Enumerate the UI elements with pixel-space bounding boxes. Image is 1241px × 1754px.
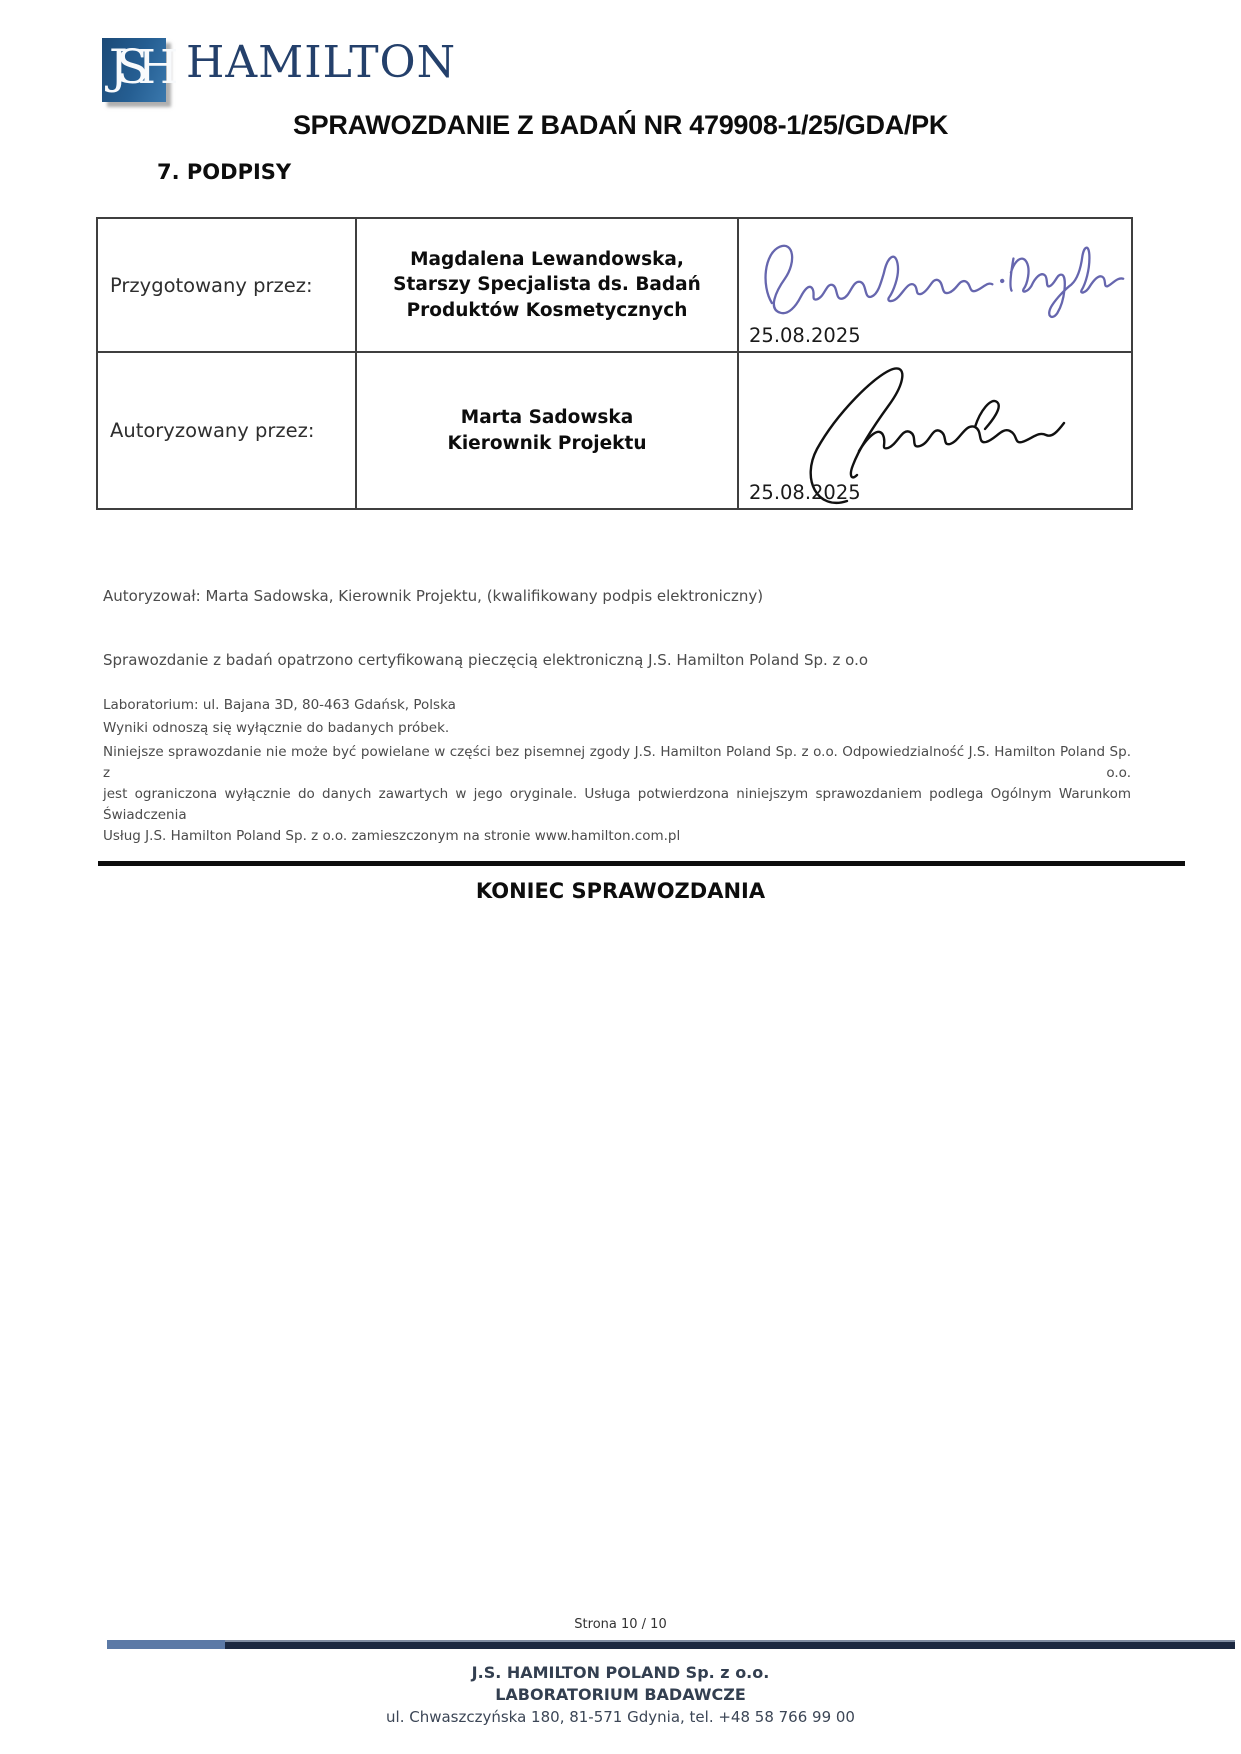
authorized-by-note: Autoryzował: Marta Sadowska, Kierownik Projektu, (kwalifikowany podpis elektroniczny): [103, 587, 764, 605]
results-scope-note: Wyniki odnoszą się wyłącznie do badanych próbek.: [103, 720, 450, 736]
legal-disclaimer: [103, 742, 1131, 847]
footer-lab-name: LABORATORIUM BADAWCZE: [495, 1685, 746, 1704]
footer-company-name: J.S. HAMILTON POLAND Sp. z o.o.: [471, 1663, 770, 1682]
table-cell-authorizer-signature: [739, 353, 1131, 508]
disclaimer-line: jest ograniczona wyłącznie do danych zawartych w jego oryginale. Usługa potwierdzona niniejszym sprawozdaniem podlega Ogólnym Warunkom Świadczenia: [103, 786, 1131, 823]
role-label: Przygotowany przez:: [110, 273, 313, 297]
report-title: SPRAWOZDANIE Z BADAŃ NR 479908-1/25/GDA/PK: [292, 110, 949, 140]
role-label: Autoryzowany przez:: [110, 419, 315, 442]
table-cell-preparer-name: [357, 219, 739, 353]
footer-address-line: ul. Chwaszczyńska 180, 81-571 Gdynia, tel. +48 58 766 99 00: [386, 1708, 855, 1726]
person-title-line: Kierownik Projektu: [447, 432, 647, 454]
page-number: Strona 10 / 10: [574, 1617, 667, 1632]
person-name-line: Marta Sadowska: [460, 406, 634, 428]
footer-company-block: [0, 1662, 1241, 1728]
jsh-logo-mark: [102, 38, 166, 102]
table-cell-role-authorized-by: [98, 353, 357, 508]
footer-bar-light-segment: [107, 1640, 225, 1649]
section-heading-podpisy: 7. PODPISY: [157, 160, 292, 184]
table-cell-authorizer-name: [357, 353, 739, 508]
person-name-line: Magdalena Lewandowska,: [410, 248, 684, 270]
table-cell-preparer-signature: [739, 219, 1131, 353]
end-of-report-label: KONIEC SPRAWOZDANIA: [475, 879, 766, 903]
laboratory-address-note: Laboratorium: ul. Bajana 3D, 80-463 Gdańsk, Polska: [103, 697, 456, 713]
signature-date: 25.08.2025: [749, 481, 861, 504]
electronic-seal-note: Sprawozdanie z badań opatrzono certyfikowaną pieczęcią elektroniczną J.S. Hamilton Poland Sp. z o.o: [103, 651, 869, 669]
section-divider-rule: [98, 861, 1185, 866]
footer-bar-dark-segment: [225, 1640, 1235, 1649]
disclaimer-line: Niniejsze sprawozdanie nie może być powielane w części bez pisemnej zgody J.S. Hamilton Poland Sp. z o.o. Odpowiedzialność J.S. Hamilton Poland Sp. z o.o.: [103, 744, 1131, 781]
jsh-monogram: JSH: [109, 40, 168, 95]
signatures-table: [96, 217, 1133, 510]
footer-divider-bar: [107, 1640, 1235, 1649]
hamilton-wordmark: HAMILTON: [186, 37, 457, 88]
disclaimer-line: Usług J.S. Hamilton Poland Sp. z o.o. zamieszczonym na stronie www.hamilton.com.pl: [103, 828, 681, 844]
table-cell-role-prepared-by: [98, 219, 357, 353]
signature-date: 25.08.2025: [749, 324, 861, 347]
person-title-line: Produktów Kosmetycznych: [406, 299, 688, 321]
person-title-line: Starszy Specjalista ds. Badań: [393, 274, 701, 296]
